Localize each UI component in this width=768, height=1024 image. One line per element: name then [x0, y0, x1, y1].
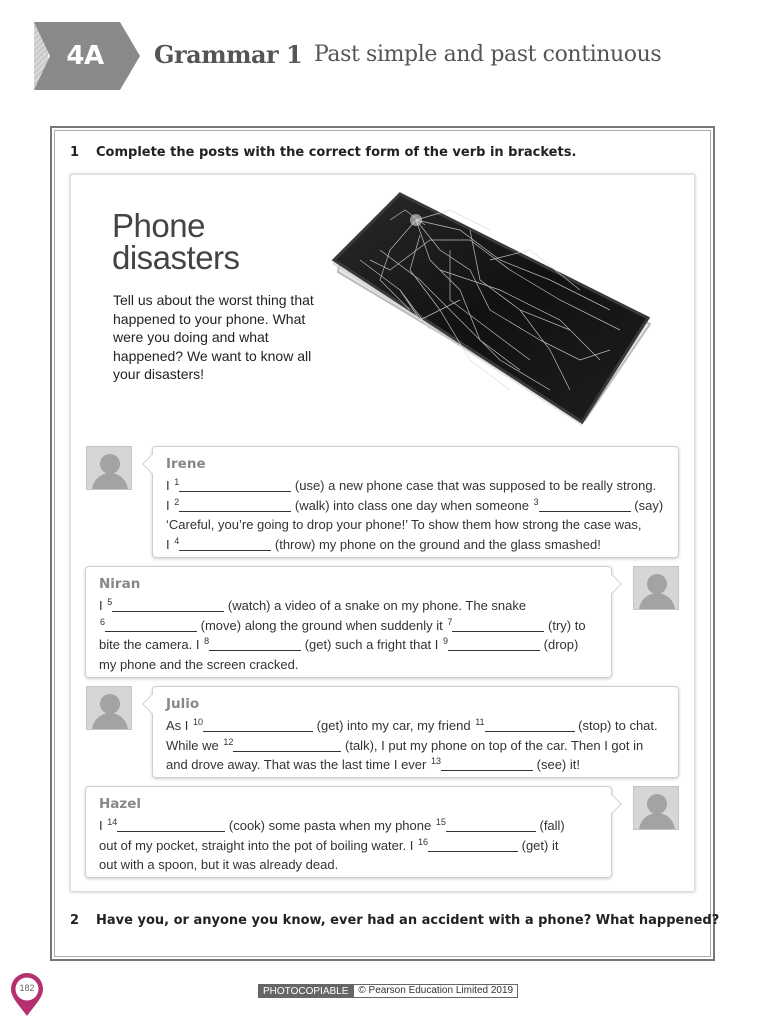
answer-gap-14[interactable]: [117, 819, 225, 832]
post-line: [99, 836, 565, 856]
avatar-hazel: [633, 786, 679, 830]
avatar-julio: [86, 686, 132, 730]
text: I: [166, 478, 170, 493]
gap-number: 2: [174, 496, 180, 507]
text: bite the camera. I: [99, 637, 200, 653]
post-julio: [152, 686, 679, 778]
text: I: [99, 818, 103, 833]
question-1-text: Complete the posts with the correct form of the verb in brackets.: [96, 145, 577, 160]
article-title-line-1: Phone: [112, 207, 205, 244]
gap-number: 4: [174, 535, 180, 546]
post-line: [166, 535, 663, 555]
article-title-line-2: disasters: [112, 239, 240, 276]
post-line: [166, 736, 658, 756]
post-niran: [85, 566, 612, 678]
answer-gap-16[interactable]: [428, 839, 518, 852]
post-line: [166, 476, 663, 496]
page-subtitle: Past simple and past continuous: [314, 42, 662, 67]
post-author: Irene: [166, 456, 206, 472]
gap-number: 16: [417, 836, 428, 847]
answer-gap-12[interactable]: [233, 739, 341, 752]
text: (try) to: [548, 617, 586, 633]
answer-gap-13[interactable]: [441, 758, 533, 771]
page-title: Grammar 1: [154, 40, 303, 69]
text: (say): [634, 497, 664, 513]
gap-number: 5: [107, 597, 113, 607]
post-line: out with a spoon, but it was already dead.: [99, 857, 339, 873]
page-number: 182: [19, 983, 35, 993]
answer-gap-15[interactable]: [446, 819, 536, 832]
gap-number: 15: [435, 817, 446, 827]
post-line: [166, 716, 658, 736]
post-text: [99, 816, 565, 875]
answer-gap-11[interactable]: [485, 719, 575, 732]
text: (throw) my phone on the ground and the glass smashed!: [274, 536, 601, 552]
text: As I: [166, 718, 189, 733]
answer-gap-8[interactable]: [209, 638, 301, 651]
page-number-badge: [10, 972, 44, 1018]
post-line: [99, 816, 565, 836]
text: (cook) some pasta when my phone: [228, 818, 432, 833]
text: While we: [166, 737, 219, 753]
answer-gap-10[interactable]: [203, 719, 313, 732]
text: I: [99, 598, 103, 613]
post-line: ‘Careful, you’re going to drop your phone!’ To show them how strong the case was,: [166, 517, 642, 533]
post-line: [166, 755, 658, 775]
text: I: [166, 497, 170, 513]
post-line: [166, 496, 663, 516]
text: (talk), I put my phone on top of the car. Then I got in: [345, 737, 644, 753]
post-text: [166, 476, 663, 554]
answer-gap-6[interactable]: [105, 619, 197, 632]
answer-gap-3[interactable]: [539, 499, 631, 512]
text: out of my pocket, straight into the pot of boiling water. I: [99, 837, 414, 853]
post-line: [99, 596, 586, 616]
text: I: [166, 536, 170, 552]
post-author: Julio: [166, 696, 200, 712]
post-text: [99, 596, 586, 674]
text: (watch) a video of a snake on my phone. The snake: [227, 598, 527, 613]
photocopiable-label: PHOTOCOPIABLE: [258, 984, 353, 998]
text: (move) along the ground when suddenly it: [200, 617, 443, 633]
post-line: [99, 616, 586, 636]
avatar-niran: [633, 566, 679, 610]
post-author: Hazel: [99, 796, 142, 812]
gap-number: 6: [100, 616, 106, 627]
text: (get) such a fright that I: [304, 637, 439, 653]
avatar-irene: [86, 446, 132, 490]
answer-gap-9[interactable]: [448, 638, 540, 651]
article-title: [112, 207, 240, 276]
text: (drop): [543, 637, 579, 653]
gap-number: 13: [431, 756, 442, 767]
post-line: [99, 635, 586, 655]
gap-number: 8: [204, 636, 210, 647]
gap-number: 3: [533, 496, 539, 507]
post-line: my phone and the screen cracked.: [99, 656, 299, 672]
text: (fall): [539, 818, 565, 833]
answer-gap-1[interactable]: [179, 479, 291, 492]
question-1-number: 1: [70, 145, 80, 160]
question-2-number: 2: [70, 913, 80, 928]
post-irene: [152, 446, 679, 558]
gap-number: 12: [223, 736, 234, 747]
cracked-phone-image: [320, 190, 662, 436]
question-2-text: Have you, or anyone you know, ever had an accident with a phone? What happened?: [96, 913, 720, 928]
answer-gap-7[interactable]: [452, 619, 544, 632]
gap-number: 11: [475, 717, 485, 727]
gap-number: 14: [107, 817, 118, 827]
post-author: Niran: [99, 576, 141, 592]
gap-number: 7: [447, 616, 453, 627]
text: (see) it!: [536, 757, 580, 773]
text: (use) a new phone case that was supposed to be really strong.: [294, 478, 657, 493]
copyright-notice: [258, 984, 518, 998]
text: (walk) into class one day when someone: [294, 497, 530, 513]
text: (get) into my car, my friend: [316, 718, 471, 733]
article-intro: Tell us about the worst thing that happened to your phone. What were you doing and what happened? We want to know all your disasters!: [113, 292, 314, 383]
post-hazel: [85, 786, 612, 878]
gap-number: 10: [193, 717, 204, 727]
gap-number: 1: [174, 477, 180, 487]
text: (get) it: [521, 837, 559, 853]
copyright-text: © Pearson Education Limited 2019: [353, 984, 518, 998]
unit-number: 4A: [66, 41, 104, 71]
answer-gap-2[interactable]: [179, 499, 291, 512]
answer-gap-4[interactable]: [179, 538, 271, 551]
answer-gap-5[interactable]: [112, 599, 224, 612]
text: (stop) to chat.: [578, 718, 658, 733]
post-text: [166, 716, 658, 775]
text: and drove away. That was the last time I ever: [166, 757, 427, 773]
gap-number: 9: [443, 636, 449, 647]
